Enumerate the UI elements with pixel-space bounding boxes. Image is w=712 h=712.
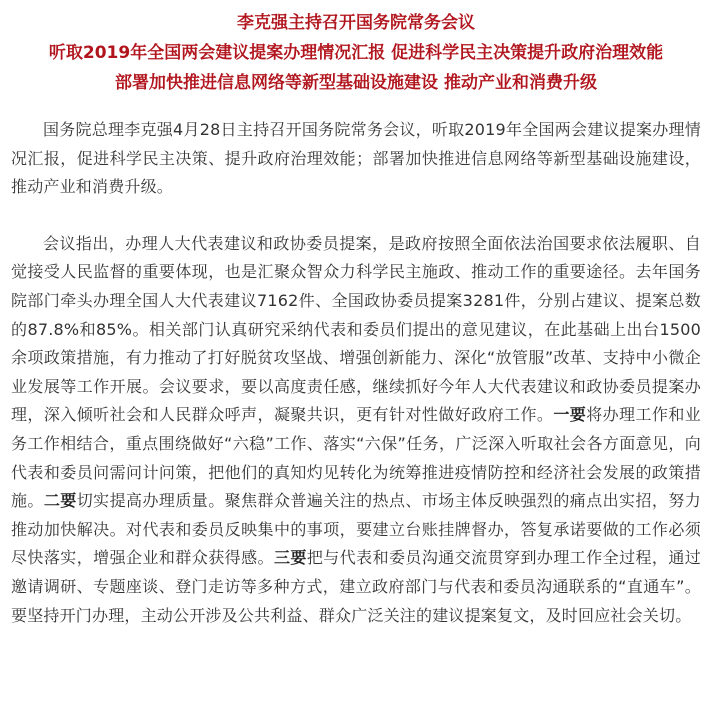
paragraph-text: 把与代表和委员沟通交流贯穿到办理工作全过程，通过邀请调研、专题座谈、登门走访等多种方式，建立政府部门与代表和委员沟通联系的“直通车”。要坚持开门办理，主动公开涉及公共利益、群众广泛关注的建议提案复文，及时回应社会关切。 bbox=[11, 548, 702, 625]
paragraph-text: 会议指出，办理人大代表建议和政协委员提案，是政府按照全面依法治国要求依法履职、自觉接受人民监督的重要体现，也是汇聚众智众力科学民主施政、推动工作的重要途径。去年国务院部门牵头办理全国人大代表建议7162件、全国政协委员提案3281件，分别占建议、提案总数的87.8%和85%。相关部门认真研究采纳代表和委员们提出的意见建议，在此基础上出台1500余项政策措施，有力推动了打好脱贫攻坚战、增强创新能力、深化“放管服”改革、支持中小微企业发展等工作开展。会议要求，要以高度责任感，继续抓好今年人大代表建议和政协委员提案办理，深入倾听社会和人民群众呼声，凝聚共识，更有针对性做好政府工作。 bbox=[11, 233, 701, 425]
headline-line-2: 听取2019年全国两会建议提案办理情况汇报 促进科学民主决策提升政府治理效能 bbox=[48, 43, 664, 63]
headline-line-1: 李克强主持召开国务院常务会议 bbox=[237, 13, 475, 33]
spacer bbox=[11, 202, 701, 230]
paragraph-meeting bbox=[11, 230, 701, 630]
article bbox=[11, 8, 701, 630]
bold-keyword-two: 二要 bbox=[43, 491, 77, 511]
paragraph-text: 将办理工作和业务工作相结合，重点围绕做好“六稳”工作、落实“六保”任务，广泛深入听取社会各方面意见，向代表和委员问需问计问策，把他们的真知灼见转化为统筹推进疫情防控和经济社会发展的政策措施。 bbox=[11, 405, 701, 511]
bold-keyword-three: 三要 bbox=[273, 548, 307, 568]
headline-line-3: 部署加快推进信息网络等新型基础设施建设 推动产业和消费升级 bbox=[115, 73, 597, 93]
bold-keyword-one: 一要 bbox=[553, 405, 587, 425]
paragraph-text: 切实提高办理质量。聚焦群众普遍关注的热点、市场主体反映强烈的痛点出实招，努力推动加快解决。对代表和委员反映集中的事项，要建立台账挂牌督办，答复承诺要做的工作必须尽快落实，增强企业和群众获得感。 bbox=[11, 491, 701, 568]
spacer bbox=[11, 98, 701, 116]
paragraph-intro: 国务院总理李克强4月28日主持召开国务院常务会议，听取2019年全国两会建议提案办理情况汇报，促进科学民主决策、提升政府治理效能；部署加快推进信息网络等新型基础设施建设，推动产业和消费升级。 bbox=[11, 120, 701, 197]
